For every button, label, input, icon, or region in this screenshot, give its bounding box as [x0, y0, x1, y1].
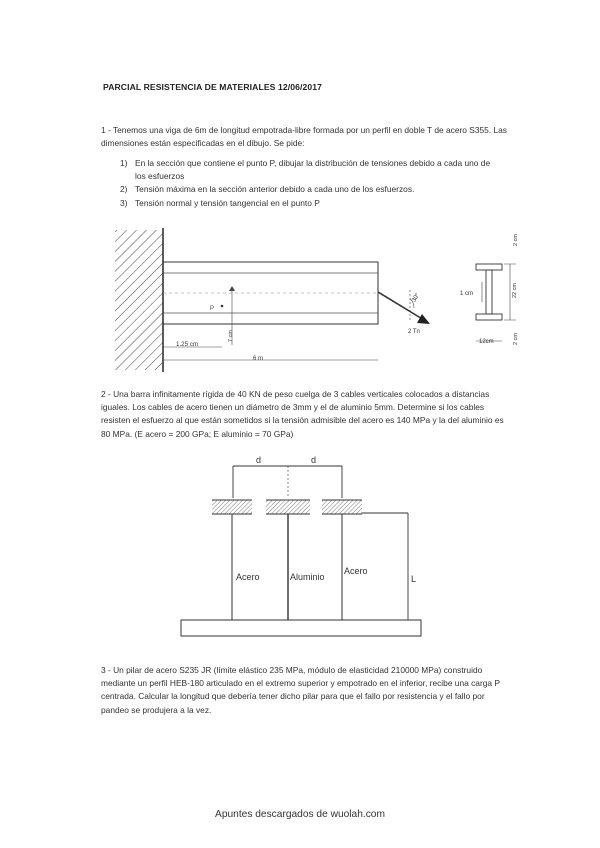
- question-number: 1): [120, 158, 128, 168]
- footer-watermark: Apuntes descargados de wuolah.com: [215, 809, 385, 820]
- length-l-label: L: [411, 574, 417, 584]
- question-text: Tensión normal y tensión tangencial en el punto P: [135, 197, 320, 208]
- angle-label: 30°: [411, 292, 422, 304]
- cable3-label: Acero: [344, 566, 368, 576]
- rigid-bar: [181, 620, 421, 636]
- spacing-d1-label: d: [256, 455, 262, 465]
- cable2-label: Aluminio: [290, 572, 325, 582]
- support-2: [266, 500, 310, 514]
- spacing-dimension: [233, 455, 342, 498]
- question-number: 3): [120, 197, 128, 208]
- dim-125-label: 1.25 cm: [176, 341, 199, 348]
- question-number: 2): [120, 184, 128, 195]
- exam-title: PARCIAL RESISTENCIA DE MATERIALES 12/06/2017: [103, 82, 322, 92]
- spacing-d2-label: d: [311, 455, 317, 465]
- section-1cm-label: 1 cm: [460, 291, 474, 297]
- section-12cm-label: 12cm: [479, 339, 494, 345]
- question-text: Tensión máxima en la sección anterior debido a cada uno de los esfuerzos.: [135, 184, 415, 195]
- cable1-label: Acero: [236, 572, 260, 582]
- support-3: [322, 500, 362, 514]
- force-label: 2 Tn: [408, 329, 420, 335]
- section-2cm-top-label: 2 cm: [513, 234, 519, 246]
- problem-1-statement: 1 - Tenemos una viga de 6m de longitud empotrada-libre formada por un perfil en doble T de acero S355. Las dimensiones están especificadas en el dibujo. Se pide:: [101, 125, 507, 149]
- question-text: En la sección que contiene el punto P, dibujar la distribución de tensiones debido a cada uno de los esfuerzos: [135, 158, 491, 182]
- support-1: [212, 500, 252, 514]
- problem-3-statement: 3 - Un pilar de acero S235 JR (límite elástico 235 MPa, módulo de elasticidad 210000 MPa) construido mediante un perfil HEB-180 articulado en el extremo superior y empotrado en el inferior, recibe una carga P centrada. Calcular la longitud que debería tener dicho pilar para que el fallo por resistencia y el fallo por pandeo se produjera a la vez.: [101, 665, 500, 715]
- section-2cm-bottom-label: 2 cm: [513, 333, 519, 345]
- dim-7cm-label: 7 cm: [228, 330, 234, 342]
- point-p-label: P: [210, 306, 215, 312]
- section-22cm-label: 22 cm: [512, 283, 518, 298]
- length-dimension: [362, 513, 416, 620]
- problem-2-statement: 2 - Una barra infinitamente rígida de 40 KN de peso cuelga de 3 cables verticales colocados a distancias iguales. Los cables de acero tienen un diámetro de 3mm y el de aluminio 5mm. Determine si los cables resisten el esfuerzo al que están sometidos si la tensión admisible del acero es 140 MPa y la del aluminio es 80 MPa. (E acero = 200 GPa; E aluminio = 70 GPa): [101, 389, 504, 439]
- length-label: 6 m: [253, 356, 264, 362]
